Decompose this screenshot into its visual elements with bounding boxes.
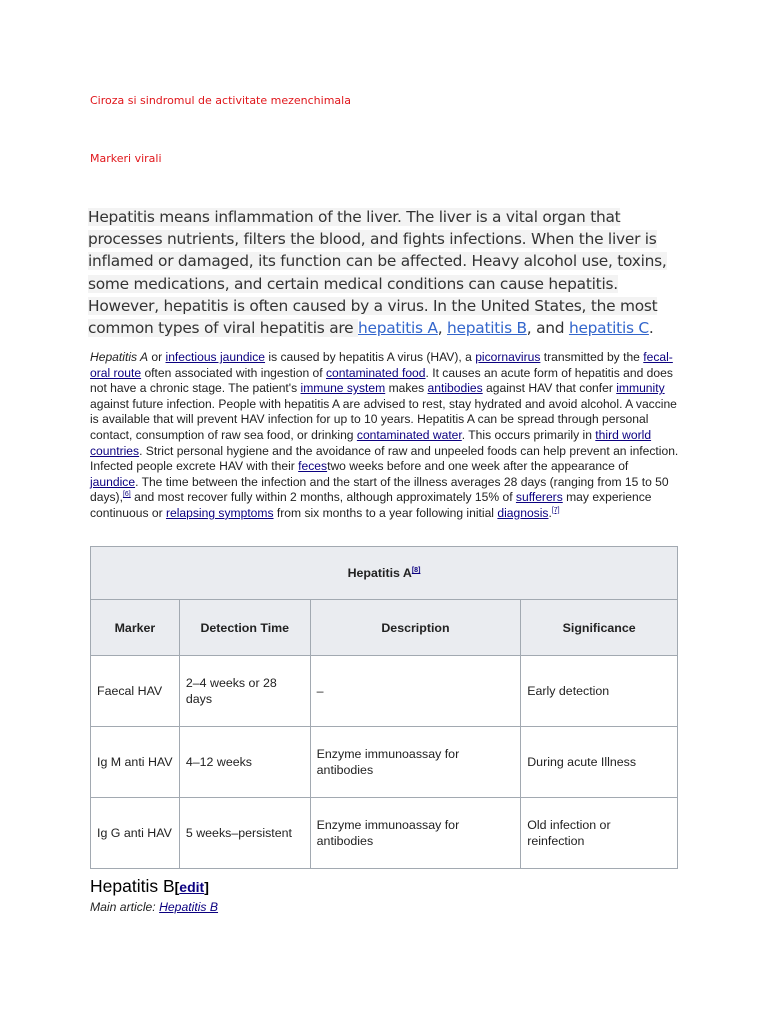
- reference-8[interactable]: [412, 567, 421, 574]
- intro-paragraph: [88, 206, 678, 339]
- text: . The time between the infection and the start of the illness averages 28 days (ranging from 15 to 50 days),: [90, 474, 669, 505]
- text: from six months to a year following initial: [273, 505, 498, 520]
- contaminated-water-link[interactable]: contaminated water: [356, 427, 462, 442]
- hepatitis-a-term: Hepatitis A: [90, 350, 149, 364]
- edit-link[interactable]: edit: [179, 879, 205, 895]
- third-world-countries-link[interactable]: third world countries: [90, 427, 652, 458]
- reference-6-link[interactable]: [6]: [122, 491, 131, 499]
- section-subtitle: Markeri virali: [90, 152, 162, 165]
- section-heading-text: Hepatitis B: [90, 876, 175, 896]
- column-header-significance: Significance: [521, 600, 678, 656]
- section-heading-hepatitis-b: [90, 876, 209, 897]
- hepatitis-b-link[interactable]: hepatitis B: [447, 319, 527, 338]
- text: transmitted by the: [540, 350, 644, 364]
- hepatitis-a-paragraph: [90, 350, 680, 522]
- table-cell: 2–4 weeks or 28 days: [179, 656, 310, 727]
- contaminated-food-link[interactable]: contaminated food: [325, 365, 426, 380]
- table-cell: During acute Illness: [521, 727, 678, 798]
- intro-text: Hepatitis means inflammation of the liver. The liver is a vital organ that processes nutrients, filters the blood, and fights infections. When the liver is inflamed or damaged, its function can be affected. Heavy alcohol use, toxins, some medications, and certain medical conditions can cause hepatitis. However, hepatitis is often caused by a virus. In the United States, the most common types of viral hepatitis are: [88, 208, 667, 338]
- immune-system-link[interactable]: immune system: [300, 381, 386, 396]
- hepatitis-a-table: [90, 546, 678, 869]
- column-header-detection-time: Detection Time: [179, 600, 310, 656]
- table-cell: Enzyme immunoassay for antibodies: [310, 798, 521, 869]
- immunity-link[interactable]: immunity: [616, 381, 665, 396]
- edit-bracket: [: [174, 879, 180, 895]
- intro-period: .: [648, 319, 654, 338]
- text: makes: [385, 381, 428, 396]
- text: .: [548, 505, 552, 520]
- table-cell: Old infection or reinfection: [521, 798, 678, 869]
- relapsing-symptoms-link[interactable]: relapsing symptoms: [165, 505, 274, 520]
- text: against HAV that confer: [482, 381, 617, 396]
- table-caption-text: Hepatitis A: [347, 566, 412, 580]
- reference-7-link[interactable]: [7]: [551, 506, 560, 514]
- text: . It causes an acute form of hepatitis and does not have a chronic stage. The patient's: [90, 365, 673, 396]
- text: or: [148, 350, 166, 364]
- edit-section-link[interactable]: [175, 879, 209, 895]
- text: often associated with ingestion of: [141, 365, 326, 380]
- main-article-note: [90, 900, 218, 914]
- diagnosis-link[interactable]: diagnosis: [497, 505, 549, 520]
- table-row: [91, 727, 678, 798]
- text: may experience continuous or: [90, 490, 652, 520]
- jaundice-link[interactable]: jaundice: [90, 474, 136, 489]
- column-header-description: Description: [310, 600, 521, 656]
- table-caption: [91, 547, 678, 600]
- table-cell: Enzyme immunoassay for antibodies: [310, 727, 521, 798]
- hepatitis-b-main-article-link[interactable]: Hepatitis B: [159, 900, 219, 914]
- table-cell: Early detection: [521, 656, 678, 727]
- table-cell: –: [310, 656, 521, 727]
- text: and most recover fully within 2 months, although approximately 15% of: [130, 490, 516, 505]
- reference-7[interactable]: [552, 507, 560, 514]
- reference-8-link[interactable]: [8]: [411, 566, 421, 574]
- infectious-jaundice-link[interactable]: infectious jaundice: [165, 350, 266, 364]
- fecal-oral-route-link[interactable]: fecal-oral route: [90, 350, 673, 380]
- picornavirus-link[interactable]: picornavirus: [475, 350, 541, 364]
- text: against future infection. People with hepatitis A are advised to rest, stay hydrated and avoid alcohol. A vaccine is available that will prevent HAV infection for up to 10 years. Hepatitis A can be spread through personal contact, consumption of raw sea food, or drinking: [90, 396, 677, 442]
- sufferers-link[interactable]: sufferers: [515, 490, 563, 505]
- table-cell: 5 weeks–persistent: [179, 798, 310, 869]
- text: . Strict personal hygiene and the avoidance of raw and unpeeled foods can help prevent an infection. Infected people excrete HAV with their: [90, 443, 679, 474]
- text: two weeks before and one week after the appearance of: [327, 459, 629, 474]
- intro-separator: ,: [437, 319, 448, 338]
- hepatitis-a-link[interactable]: hepatitis A: [358, 319, 438, 338]
- edit-bracket: ]: [204, 879, 209, 895]
- intro-separator: , and: [526, 319, 569, 338]
- feces-link[interactable]: feces: [298, 459, 328, 474]
- column-header-marker: Marker: [91, 600, 180, 656]
- text: is caused by hepatitis A virus (HAV), a: [265, 350, 476, 364]
- table-cell: Faecal HAV: [91, 656, 180, 727]
- reference-6[interactable]: [123, 491, 131, 498]
- table-row: [91, 798, 678, 869]
- table-cell: Ig G anti HAV: [91, 798, 180, 869]
- antibodies-link[interactable]: antibodies: [427, 381, 483, 396]
- table-cell: 4–12 weeks: [179, 727, 310, 798]
- table-cell: Ig M anti HAV: [91, 727, 180, 798]
- main-article-label: Main article:: [90, 900, 160, 914]
- table-row: [91, 656, 678, 727]
- document-title: Ciroza si sindromul de activitate mezenchimala: [90, 94, 351, 107]
- text: . This occurs primarily in: [461, 427, 596, 442]
- hepatitis-c-link[interactable]: hepatitis C: [568, 319, 649, 338]
